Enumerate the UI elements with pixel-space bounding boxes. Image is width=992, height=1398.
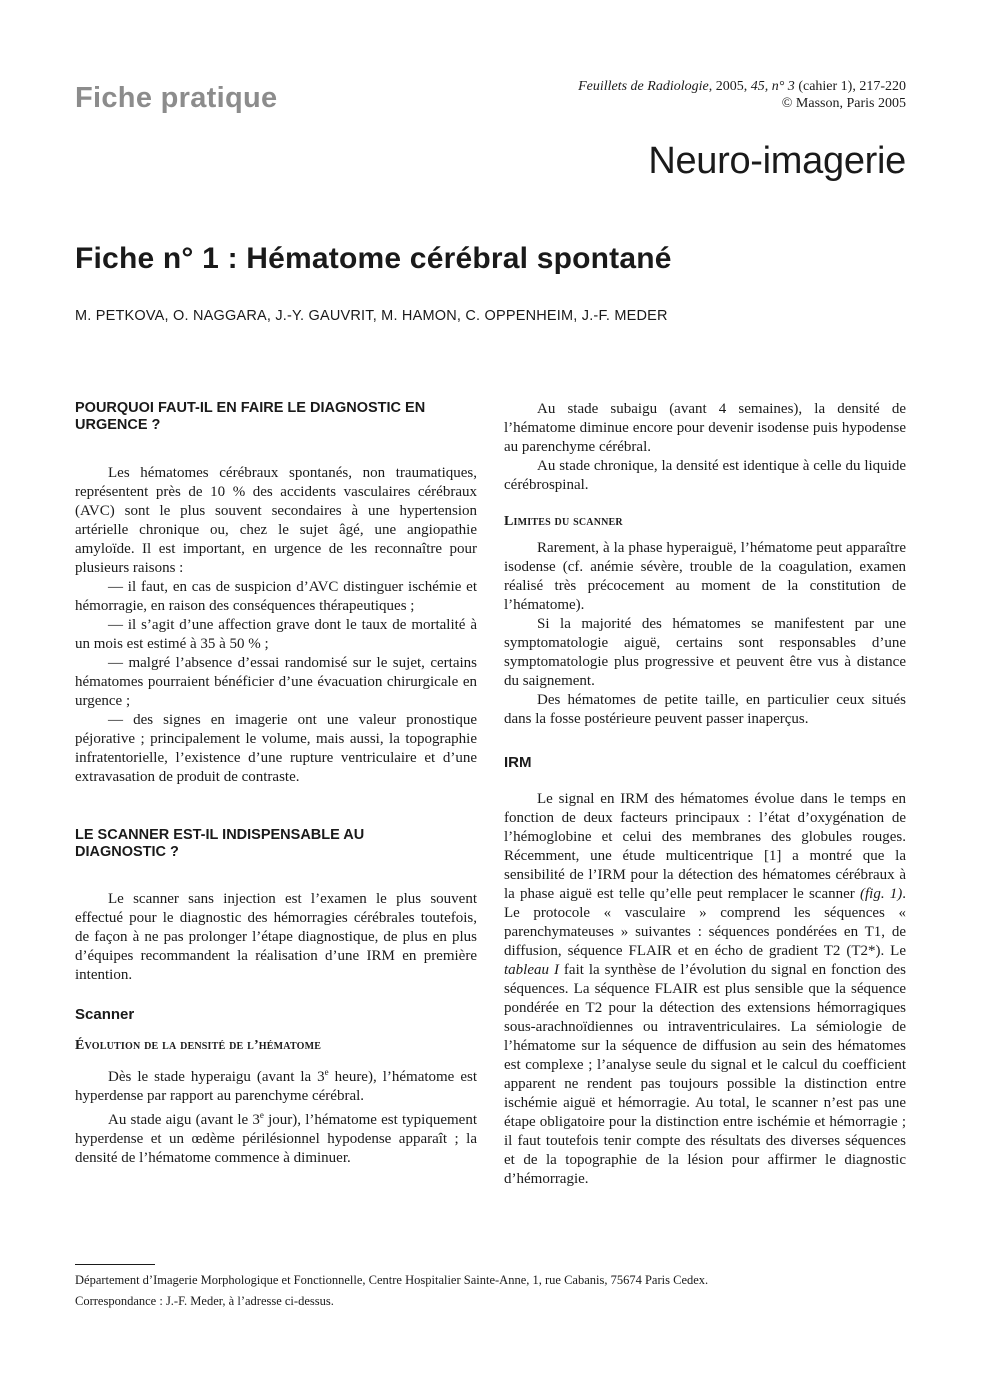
paragraph-symptomatologie: Si la majorité des hématomes se manifestent par une symptomatologie aiguë, certains sont responsables d’une symptomatologie plus progressive et peuvent être vus à distance du saignement. bbox=[504, 616, 906, 689]
heading-irm: IRM bbox=[504, 754, 532, 771]
copyright-line: © Masson, Paris 2005 bbox=[781, 96, 906, 111]
heading-pourquoi: POURQUOI FAUT-IL EN FAIRE LE DIAGNOSTIC EN URGENCE ? bbox=[75, 400, 426, 433]
citation-line-1 bbox=[578, 78, 906, 95]
left-column bbox=[75, 400, 477, 1168]
paragraph-subaigu: Au stade subaigu (avant 4 semaines), la densité de l’hématome diminue encore pour devenir isodense puis hypodense au parenchyme cérébral. bbox=[504, 401, 906, 455]
bullet-mortalite: — il s’agit d’une affection grave dont le taux de mortalité à un mois est estimé à 35 à 50 % ; bbox=[75, 617, 477, 652]
table-ref: tableau I bbox=[504, 962, 559, 978]
rubric-title: Neuro-imagerie bbox=[648, 140, 906, 182]
citation-volume: 45, n° 3 bbox=[750, 79, 795, 94]
paragraph-aigu: Au stade aigu (avant le 3e jour), l’hématome est typiquement hyperdense et un œdème périlésionnel hypodense apparaît ; la densité de l’hématome commence à diminuer. bbox=[75, 1110, 477, 1166]
heading-evolution-densite: Évolution de la densité de l’hématome bbox=[75, 1038, 322, 1053]
right-column bbox=[504, 400, 906, 1189]
heading-scanner-indispensable: LE SCANNER EST-IL INDISPENSABLE AU DIAGNOSTIC ? bbox=[75, 827, 365, 860]
section-label: Fiche pratique bbox=[75, 82, 278, 114]
article-title: Fiche n° 1 : Hématome cérébral spontané bbox=[75, 242, 672, 275]
citation bbox=[578, 78, 906, 112]
paragraph-scanner: Le scanner sans injection est l’examen le plus souvent effectué pour le diagnostic des hémorragies cérébrales toutefois, de façon à ne pas prolonger l’étape diagnostique, de plus en plus d’équipes recommandent la réalisation d’une IRM en première intention. bbox=[75, 891, 477, 983]
bullet-pronostic: — des signes en imagerie ont une valeur pronostique péjorative ; principalement le volume, mais aussi, la topographie infratentorielle, l’existence d’une rupture ventriculaire et d’une extravasation de produit de contraste. bbox=[75, 712, 477, 785]
heading-limites-scanner: Limites du scanner bbox=[504, 514, 623, 529]
journal-name: Feuillets de Radiologie bbox=[578, 79, 709, 94]
figure-ref: (fig. 1) bbox=[859, 886, 903, 902]
paragraph-irm: Le signal en IRM des hématomes évolue dans le temps en fonction de deux facteurs principaux : l’état d’oxygénation de l’hémoglobine et celui des membranes des globules rouges. Récemment, une étude multicentrique [1] a montré que la sensibilité de l’IRM pour la détection des hématomes cérébraux à la phase aiguë est telle qu’elle peut remplacer le scanner (fig. 1). Le protocole « vasculaire » comprend les séquences « parenchymateuses » suivantes : séquences pondérées en T1, de diffusion, séquence FLAIR et en écho de gradient T2 (T2*). Le tableau I fait la synthèse de l’évolution du signal en fonction des séquences. La séquence FLAIR est plus sensible que la séquence pondérée en T2 pour la détection des extensions hémorragiques sous-arachnoïdiennes ou intraventriculaires. La sémiologie de l’hématome sur la séquence de diffusion au sein des hématomes est complexe ; l’analyse seule du signal et le calcul du coefficient apparent ne rendent pas toujours possible la distinction entre ischémie aiguë et hémorragie. Au total, le scanner n’est pas une étape obligatoire pour la distinction entre ischémie et hémorragie ; il faut toutefois tenir compte des résultats des diverses séquences et de la topographie de la lésion pour affirmer le diagnostic d’hémorragie. bbox=[504, 791, 907, 1187]
paragraph-hyperaigu: Dès le stade hyperaigu (avant la 3e heure), l’hématome est hyperdense par rapport au parenchyme cérébral. bbox=[75, 1067, 477, 1104]
footnote-divider bbox=[75, 1264, 155, 1265]
paragraph-chronique: Au stade chronique, la densité est identique à celle du liquide cérébrospinal. bbox=[504, 458, 906, 493]
footnote-correspondence: Correspondance : J.-F. Meder, à l’adresse ci-dessus. bbox=[75, 1294, 334, 1308]
authors: M. PETKOVA, O. NAGGARA, J.-Y. GAUVRIT, M. HAMON, C. OPPENHEIM, J.-F. MEDER bbox=[75, 308, 668, 324]
paragraph-petite-taille: Des hématomes de petite taille, en particulier ceux situés dans la fosse postérieure peuvent passer inaperçus. bbox=[504, 692, 906, 727]
footnote-affiliation: Département d’Imagerie Morphologique et Fonctionnelle, Centre Hospitalier Sainte-Anne, 1, rue Cabanis, 75674 Paris Cedex. bbox=[75, 1273, 709, 1287]
citation-year: , 2005, bbox=[708, 79, 751, 94]
bullet-ischemie: — il faut, en cas de suspicion d’AVC distinguer ischémie et hémorragie, en raison des conséquences thérapeutiques ; bbox=[75, 579, 477, 614]
citation-pages: (cahier 1), 217-220 bbox=[794, 79, 906, 94]
paragraph-intro: Les hématomes cérébraux spontanés, non traumatiques, représentent près de 10 % des accidents vasculaires cérébraux (AVC) sont le plus souvent secondaires à une hypertension artérielle chronique ou, chez le sujet âgé, une angiopathie amyloïde. Il est important, en urgence de les reconnaître pour plusieurs raisons : bbox=[75, 465, 477, 576]
footnotes bbox=[75, 1270, 915, 1312]
heading-scanner: Scanner bbox=[75, 1006, 135, 1023]
paragraph-isodense: Rarement, à la phase hyperaiguë, l’hématome peut apparaître isodense (cf. anémie sévère, trouble de la coagulation, examen réalisé très précocement au moment de la constitution de l’hématome). bbox=[504, 540, 906, 613]
bullet-chirurgie: — malgré l’absence d’essai randomisé sur le sujet, certains hématomes pourraient bénéficier d’une évacuation chirurgicale en urgence ; bbox=[75, 655, 477, 709]
